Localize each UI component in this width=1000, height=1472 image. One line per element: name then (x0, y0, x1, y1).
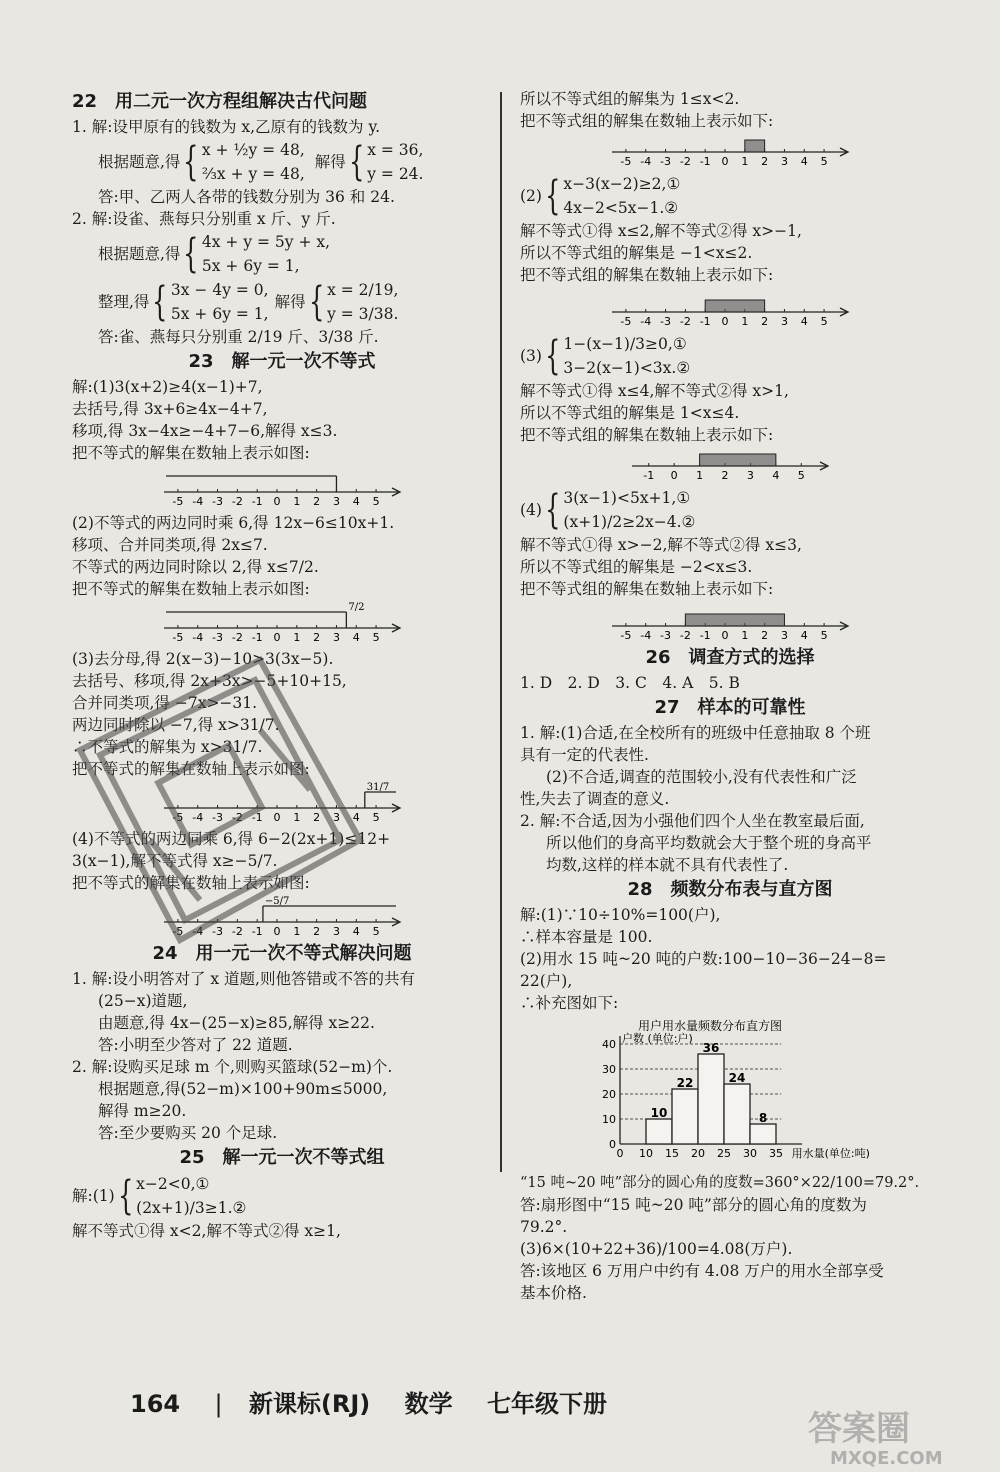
tick-label: 0 (273, 925, 281, 938)
tick-label: -1 (699, 315, 711, 328)
text-line: 把不等式的解集在数轴上表示如图: (72, 580, 310, 598)
x-tick-label: 35 (769, 1147, 783, 1160)
text-line: 2. 解:不合适,因为小强他们四个人坐在教室最后面, (520, 812, 865, 830)
tick-label: -3 (212, 495, 224, 508)
x-tick-label: 25 (717, 1147, 731, 1160)
tick-label: 0 (273, 811, 281, 824)
brace-icon: { (545, 173, 561, 219)
text-line: 22(户), (520, 972, 573, 990)
text-line: 解得 m≥20. (98, 1102, 187, 1120)
text-line: 答:甲、乙两人各带的钱数分别为 36 和 24. (98, 188, 395, 206)
text-line: 79.2°. (520, 1218, 568, 1236)
tick-label: 3 (746, 469, 754, 482)
tick-label: -4 (192, 495, 204, 508)
footer-separator: | (214, 1390, 223, 1418)
text-line: 答:该地区 6 万用户中约有 4.08 万户的用水全部享受 (520, 1262, 884, 1280)
equation-system (520, 486, 940, 534)
text-line: 所以不等式组的解集为 1≤x<2. (520, 90, 740, 108)
x-tick-label: 0 (616, 1147, 624, 1160)
brace-icon: { (545, 333, 561, 379)
equation: 5x + 6y = 1, (201, 257, 300, 275)
y-tick-label: 20 (602, 1088, 616, 1101)
y-tick-label: 10 (602, 1113, 616, 1126)
tick-label: 3 (332, 925, 340, 938)
section-23-title: 23 解一元一次不等式 (188, 351, 376, 372)
text-line: 根据题意,得(52−m)×100+90m≤5000, (98, 1080, 388, 1098)
text-line: 性,失去了调查的意义. (520, 790, 670, 808)
text-line: 2. 解:设购买足球 m 个,则购买篮球(52−m)个. (72, 1058, 393, 1076)
tick-label: 4 (352, 925, 360, 938)
boundary-label: 31/7 (366, 782, 390, 793)
tick-label: -2 (679, 315, 691, 328)
solution-interval (705, 300, 764, 312)
text-line: (2)不合适,调查的范围较小,没有代表性和广泛 (546, 768, 857, 786)
grade-name: 七年级下册 (487, 1390, 607, 1418)
section-22-title: 22 用二元一次方程组解决古代问题 (72, 91, 368, 112)
text-line: (3)去分母,得 2(x−3)−10>3(3x−5). (72, 650, 334, 668)
text-line: 移项,得 3x−4x≥−4+7−6,解得 x≤3. (72, 422, 338, 440)
tick-label: 1 (741, 629, 749, 642)
tick-label: 3 (780, 629, 788, 642)
section-25-title: 25 解一元一次不等式组 (179, 1147, 385, 1168)
text-line: 解得 (274, 293, 306, 311)
tick-label: 0 (273, 631, 281, 644)
tick-label: -5 (620, 315, 632, 328)
text-line: 所以他们的身高平均数就会大于整个班的身高平 (546, 834, 872, 852)
tick-label: 4 (352, 811, 360, 824)
chart-title: 用户用水量频数分布直方图 (637, 1019, 783, 1033)
tick-label: -2 (231, 925, 243, 938)
tick-label: 4 (352, 631, 360, 644)
text-line: 3(x−1),解不等式得 x≥−5/7. (72, 852, 278, 870)
tick-label: -4 (640, 155, 652, 168)
text-line: 所以不等式组的解集是 −1<x≤2. (520, 244, 753, 262)
text-line: 1. 解:(1)合适,在全校所有的班级中任意抽取 8 个班 (520, 724, 871, 742)
equation-system (520, 332, 940, 380)
brace-icon: { (117, 1173, 134, 1219)
text-line: 答:雀、燕每只分别重 2/19 斤、3/38 斤. (98, 328, 379, 346)
tick-label: 3 (780, 155, 788, 168)
tick-label: 0 (670, 469, 678, 482)
number-line (162, 466, 402, 508)
tick-label: -1 (699, 629, 711, 642)
tick-label: 4 (800, 315, 808, 328)
tick-label: 2 (313, 495, 321, 508)
tick-label: 1 (741, 155, 749, 168)
tick-label: -3 (212, 811, 224, 824)
section-27-title: 27 样本的可靠性 (654, 697, 806, 718)
tick-label: 1 (293, 495, 301, 508)
text-line: 解:(1)∵10÷10%=100(户), (520, 906, 721, 924)
histogram-bar (672, 1089, 698, 1144)
right-column (520, 88, 940, 1304)
tick-label: 2 (313, 631, 321, 644)
histogram-bar (724, 1084, 750, 1144)
tick-label: 1 (741, 315, 749, 328)
histogram-chart (560, 1018, 890, 1168)
stamp-seal-icon (60, 640, 380, 970)
solution-interval (745, 140, 765, 152)
section-26-title: 26 调查方式的选择 (645, 647, 815, 668)
tick-label: 2 (313, 811, 321, 824)
text-line: 2. 解:设雀、燕每只分别重 x 斤、y 斤. (72, 210, 336, 228)
tick-label: 5 (820, 155, 828, 168)
tick-label: -5 (172, 811, 184, 824)
tick-label: -1 (251, 495, 263, 508)
text-line: 均数,这样的样本就不具有代表性了. (546, 856, 789, 874)
tick-label: -5 (172, 925, 184, 938)
text-line: 把不等式组的解集在数轴上表示如下: (520, 580, 774, 598)
tick-label: 0 (721, 315, 729, 328)
text-line: 整理,得 (98, 293, 150, 311)
column-divider (500, 92, 502, 1172)
text-line: (2)用水 15 吨~20 吨的户数:100−10−36−24−8= (520, 950, 887, 968)
tick-label: -5 (620, 629, 632, 642)
brace-icon: { (348, 139, 365, 185)
boundary-label: 7/2 (348, 602, 365, 613)
text-line: (2)不等式的两边同时乘 6,得 12x−6≤10x+1. (72, 514, 395, 532)
bar-data-label: 22 (676, 1076, 694, 1090)
text-line: (2) (520, 187, 542, 205)
text-line: (3) (520, 347, 542, 365)
equation: 4x−2<5x−1.② (563, 199, 679, 217)
tick-label: 2 (761, 629, 769, 642)
text-line: 解不等式①得 x>−2,解不等式②得 x≤3, (520, 536, 802, 554)
equation: 3−2(x−1)<3x.② (563, 359, 691, 377)
tick-label: -5 (172, 631, 184, 644)
tick-label: 0 (273, 495, 281, 508)
text-line: 解:(1)3(x+2)≥4(x−1)+7, (72, 378, 263, 396)
tick-label: 5 (372, 631, 380, 644)
x-tick-label: 15 (665, 1147, 679, 1160)
tick-label: 2 (721, 469, 729, 482)
tick-label: -2 (679, 155, 691, 168)
tick-label: 5 (820, 315, 828, 328)
tick-label: -2 (231, 811, 243, 824)
tick-label: -3 (212, 925, 224, 938)
text-line: 解不等式①得 x≤2,解不等式②得 x>−1, (520, 222, 802, 240)
text-line: “15 吨~20 吨”部分的圆心角的度数=360°×22/100=79.2°. (520, 1175, 920, 1191)
tick-label: 2 (761, 155, 769, 168)
text-line: 答:至少要购买 20 个足球. (98, 1124, 278, 1142)
y-tick-label: 30 (602, 1063, 616, 1076)
tick-label: -1 (251, 925, 263, 938)
text-line: 答:小明至少答对了 22 道题. (98, 1036, 293, 1054)
text-line: ∴样本容量是 100. (520, 928, 653, 946)
equation: 3(x−1)<5x+1,① (563, 489, 691, 507)
text-line: 把不等式的解集在数轴上表示如图: (72, 874, 310, 892)
bar-data-label: 8 (758, 1111, 768, 1125)
tick-label: 4 (352, 495, 360, 508)
tick-label: -4 (192, 925, 204, 938)
equation: 3x − 4y = 0, (170, 281, 269, 299)
number-line (610, 288, 850, 328)
brace-icon: { (183, 231, 199, 277)
equation: x−3(x−2)≥2,① (563, 175, 681, 193)
number-line (162, 602, 402, 644)
equation: y = 3/38. (327, 305, 399, 323)
text-line: 基本价格. (520, 1284, 587, 1302)
histogram-bar (698, 1054, 724, 1144)
text-line: 把不等式的解集在数轴上表示如图: (72, 760, 310, 778)
tick-label: 2 (313, 925, 321, 938)
equation: (x+1)/2≥2x−4.② (563, 513, 696, 531)
equation-system (72, 278, 492, 326)
number-line (630, 448, 830, 482)
equation: x = 2/19, (327, 281, 399, 299)
text-line: (4) (520, 501, 542, 519)
tick-label: 3 (332, 495, 340, 508)
tick-label: 3 (332, 631, 340, 644)
brace-icon: { (308, 279, 324, 325)
tick-label: -1 (643, 469, 655, 482)
text-line: 去括号,得 3x+6≥4x−4+7, (72, 400, 268, 418)
tick-label: -3 (660, 155, 672, 168)
bar-data-label: 24 (728, 1071, 746, 1085)
tick-label: -5 (620, 155, 632, 168)
equation: 1−(x−1)/3≥0,① (563, 335, 687, 353)
number-line (610, 602, 850, 642)
bar-data-label: 10 (650, 1106, 668, 1120)
y-tick-label: 0 (609, 1138, 616, 1151)
tick-label: -4 (640, 315, 652, 328)
tick-label: -4 (640, 629, 652, 642)
bar-data-label: 36 (702, 1041, 720, 1055)
text-line: 把不等式组的解集在数轴上表示如下: (520, 426, 774, 444)
subject-name: 数学 (404, 1390, 453, 1418)
tick-label: 5 (372, 925, 380, 938)
x-tick-label: 30 (743, 1147, 757, 1160)
tick-label: -2 (231, 495, 243, 508)
tick-label: 3 (780, 315, 788, 328)
tick-label: 1 (293, 811, 301, 824)
histogram-bar (646, 1119, 672, 1144)
text-line: ∴不等式的解集为 x>31/7. (72, 738, 263, 756)
tick-label: -5 (172, 495, 184, 508)
text-line: 由题意,得 4x−(25−x)≥85,解得 x≥22. (98, 1014, 375, 1032)
tick-label: -3 (660, 315, 672, 328)
y-tick-label: 40 (602, 1038, 616, 1051)
text-line: (25−x)道题, (98, 992, 188, 1010)
tick-label: 3 (332, 811, 340, 824)
number-line (610, 134, 850, 168)
text-line: 移项、合并同类项,得 2x≤7. (72, 536, 268, 554)
page-number: 164 (130, 1390, 181, 1418)
text-line: 两边同时除以 −7,得 x>31/7. (72, 716, 280, 734)
tick-label: 0 (721, 629, 729, 642)
boundary-label: −5/7 (264, 896, 290, 907)
tick-label: -3 (660, 629, 672, 642)
tick-label: -2 (679, 629, 691, 642)
answer-list: 1. D 2. D 3. C 4. A 5. B (520, 674, 740, 692)
tick-label: 5 (797, 469, 805, 482)
tick-label: 4 (800, 155, 808, 168)
tick-label: 2 (761, 315, 769, 328)
x-tick-label: 10 (639, 1147, 653, 1160)
series-name: 新课标(RJ) (248, 1390, 371, 1418)
tick-label: 0 (721, 155, 729, 168)
page-footer (130, 1384, 633, 1419)
tick-label: 5 (372, 811, 380, 824)
tick-label: -4 (192, 811, 204, 824)
section-28-title: 28 频数分布表与直方图 (627, 879, 833, 900)
brace-icon: { (183, 139, 199, 185)
tick-label: 4 (772, 469, 780, 482)
solution-interval (685, 614, 784, 626)
text-line: 解:(1) (72, 1187, 115, 1205)
text-line: 所以不等式组的解集是 1<x≤4. (520, 404, 740, 422)
svg-text:答案圈: 答案圈 (808, 1409, 910, 1449)
text-line: 去括号、移项,得 2x+3x>−5+10+15, (72, 672, 347, 690)
tick-label: 5 (372, 495, 380, 508)
equation: x−2<0,① (136, 1175, 210, 1193)
tick-label: 1 (293, 925, 301, 938)
text-line: 把不等式组的解集在数轴上表示如下: (520, 112, 774, 130)
text-line: 把不等式组的解集在数轴上表示如下: (520, 266, 774, 284)
tick-label: -1 (251, 631, 263, 644)
text-line: 不等式的两边同时除以 2,得 x≤7/2. (72, 558, 319, 576)
tick-label: 4 (800, 629, 808, 642)
tick-label: -4 (192, 631, 204, 644)
text-line: (3)6×(10+22+36)/100=4.08(万户). (520, 1240, 793, 1258)
text-line: 解不等式①得 x≤4,解不等式②得 x>1, (520, 382, 789, 400)
y-axis-label: 户数 (单位:户) (622, 1032, 693, 1045)
equation: x + ½y = 48, (201, 141, 305, 159)
tick-label: -2 (231, 631, 243, 644)
equation: x = 36, (367, 141, 424, 159)
equation-system (72, 1172, 492, 1220)
equation-system (72, 138, 492, 186)
watermark-logo (800, 1400, 990, 1470)
svg-text:MXQE.COM: MXQE.COM (830, 1448, 943, 1469)
x-axis-label: 用水量(单位:吨) (791, 1147, 870, 1160)
equation: ⅔x + y = 48, (201, 165, 305, 183)
tick-label: 1 (696, 469, 704, 482)
equation-system (520, 172, 940, 220)
text-line: 根据题意,得 (98, 245, 181, 263)
text-line: 根据题意,得 (98, 153, 181, 171)
text-line: 把不等式的解集在数轴上表示如图: (72, 444, 310, 462)
text-line: 合并同类项,得 −7x>−31. (72, 694, 258, 712)
tick-label: 5 (820, 629, 828, 642)
tick-label: 1 (293, 631, 301, 644)
text-line: 1. 解:设甲原有的钱数为 x,乙原有的钱数为 y. (72, 118, 381, 136)
text-line: 所以不等式组的解集是 −2<x≤3. (520, 558, 753, 576)
text-line: (4)不等式的两边同乘 6,得 6−2(2x+1)≤12+ (72, 830, 391, 848)
histogram-bar (750, 1124, 776, 1144)
text-line: ∴补充图如下: (520, 994, 619, 1012)
text-line: 答:扇形图中“15 吨~20 吨”部分的圆心角的度数为 (520, 1196, 867, 1214)
text-line: 解得 (314, 153, 346, 171)
brace-icon: { (152, 279, 168, 325)
equation: (2x+1)/3≥1.② (136, 1199, 247, 1217)
x-tick-label: 20 (691, 1147, 705, 1160)
section-24-title: 24 用一元一次不等式解决问题 (152, 943, 412, 964)
equation: 5x + 6y = 1, (170, 305, 269, 323)
tick-label: -1 (251, 811, 263, 824)
equation-system (72, 230, 492, 278)
text-line: 具有一定的代表性. (520, 746, 649, 764)
tick-label: -3 (212, 631, 224, 644)
solution-interval (700, 454, 776, 466)
text-line: 1. 解:设小明答对了 x 道题,则他答错或不答的共有 (72, 970, 415, 988)
equation: y = 24. (367, 165, 424, 183)
tick-label: -1 (699, 155, 711, 168)
brace-icon: { (545, 487, 561, 533)
text-line: 解不等式①得 x<2,解不等式②得 x≥1, (72, 1222, 341, 1240)
equation: 4x + y = 5y + x, (201, 233, 331, 251)
